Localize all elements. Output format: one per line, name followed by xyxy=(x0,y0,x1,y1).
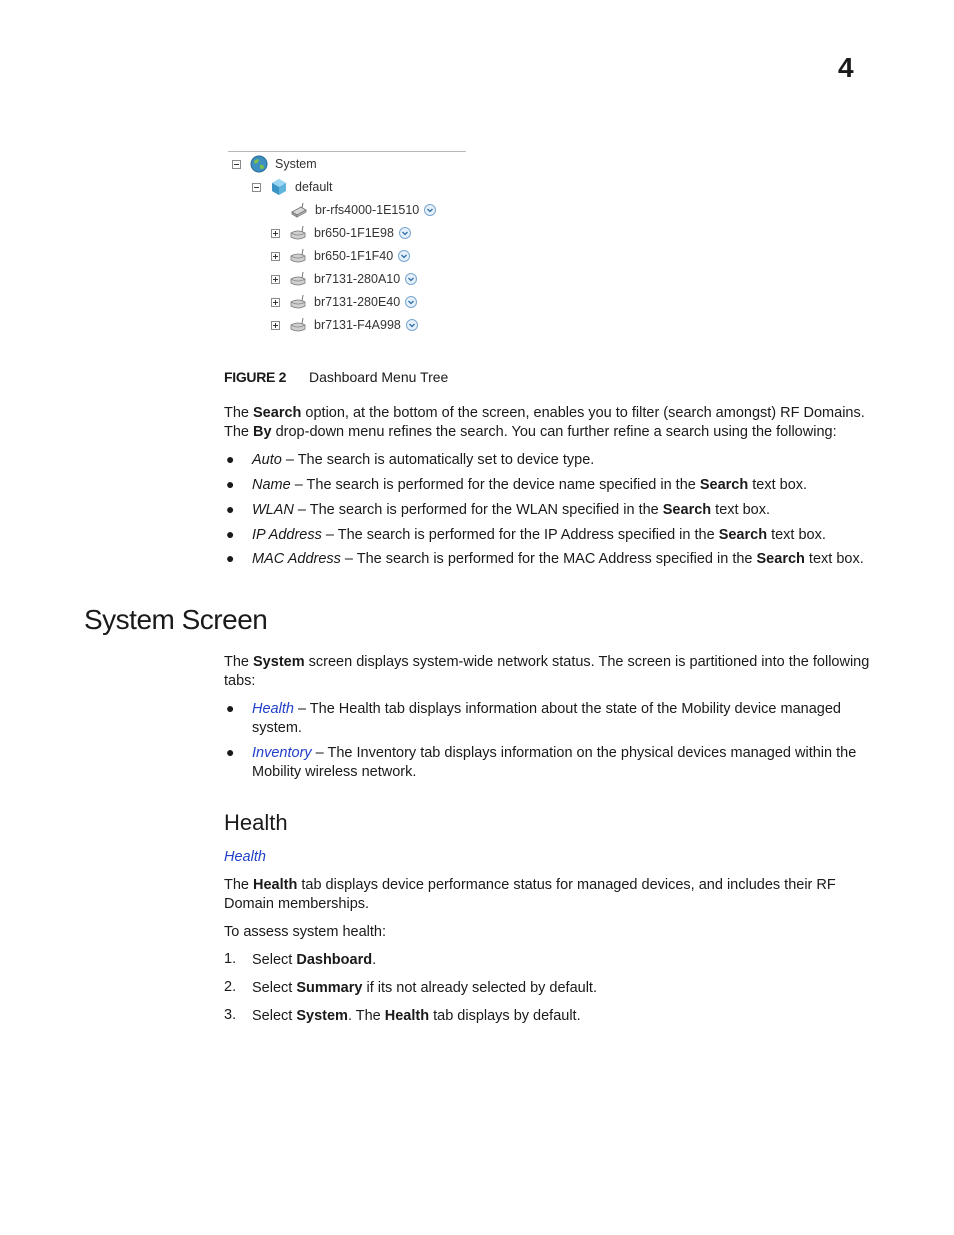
tree-node-label: br7131-280A10 xyxy=(314,272,401,286)
access-point-icon xyxy=(289,224,307,242)
collapse-icon[interactable] xyxy=(232,160,241,169)
subsection-heading-health: Health xyxy=(224,810,288,835)
dashboard-menu-tree xyxy=(228,151,466,342)
step-number: 1. xyxy=(224,951,237,967)
tree-node-device[interactable] xyxy=(271,223,411,243)
bullet-inventory: Inventory – The Inventory tab displays information on the physical devices managed within the Mobility wireless network. xyxy=(252,745,857,780)
figure-title: Dashboard Menu Tree xyxy=(309,369,449,385)
figure-number: FIGURE 2 xyxy=(224,369,287,385)
figure-caption xyxy=(224,369,449,385)
chevron-down-icon[interactable] xyxy=(424,204,436,216)
tree-node-label: br650-1F1E98 xyxy=(314,226,394,240)
step-3: Select System. The Health tab displays by default. xyxy=(252,1008,581,1024)
system-paragraph: The System screen displays system-wide network status. The screen is partitioned into the following tabs: xyxy=(224,654,870,689)
access-point-icon xyxy=(289,293,307,311)
bullet-ip-address: IP Address – The search is performed for the IP Address specified in the Search text box. xyxy=(252,527,826,543)
bullet-auto: Auto – The search is automatically set to device type. xyxy=(252,452,595,468)
chevron-down-icon[interactable] xyxy=(406,319,418,331)
section-heading-system-screen: System Screen xyxy=(84,604,268,635)
bullet-wlan: WLAN – The search is performed for the WLAN specified in the Search text box. xyxy=(252,502,770,518)
assess-paragraph: To assess system health: xyxy=(224,924,386,940)
step-number: 3. xyxy=(224,1007,237,1023)
chevron-down-icon[interactable] xyxy=(398,250,410,262)
bullet-icon: ● xyxy=(226,550,235,566)
inventory-link[interactable]: Inventory xyxy=(252,745,312,761)
tree-node-device[interactable] xyxy=(271,269,417,289)
chevron-down-icon[interactable] xyxy=(405,273,417,285)
expand-icon[interactable] xyxy=(271,298,280,307)
expand-icon[interactable] xyxy=(271,321,280,330)
rf-domain-cube-icon xyxy=(270,178,288,196)
tree-node-label: br650-1F1F40 xyxy=(314,249,394,263)
bullet-icon: ● xyxy=(226,700,235,716)
tree-node-default[interactable] xyxy=(252,177,333,197)
chevron-down-icon[interactable] xyxy=(399,227,411,239)
collapse-icon[interactable] xyxy=(252,183,261,192)
health-paragraph: The Health tab displays device performance status for managed devices, and includes their RF Domain memberships. xyxy=(224,877,836,912)
health-link[interactable]: Health xyxy=(252,701,294,717)
tree-node-label: br7131-F4A998 xyxy=(314,318,401,332)
tree-node-label: br-rfs4000-1E1510 xyxy=(315,203,420,217)
tree-node-device[interactable] xyxy=(271,292,417,312)
tree-node-label: br7131-280E40 xyxy=(314,295,401,309)
bullet-name: Name – The search is performed for the device name specified in the Search text box. xyxy=(252,477,808,493)
bullet-health: Health – The Health tab displays information about the state of the Mobility device managed system. xyxy=(252,701,841,736)
tree-node-device[interactable] xyxy=(271,246,410,266)
bullet-icon: ● xyxy=(226,501,235,517)
access-point-icon xyxy=(289,316,307,334)
bullet-icon: ● xyxy=(226,744,235,760)
search-paragraph: The Search option, at the bottom of the screen, enables you to filter (search amongst) RF Domains. The By drop-down menu refines the search. You can further refine a search using the following: xyxy=(224,405,865,440)
controller-device-icon xyxy=(290,201,308,219)
tree-node-device[interactable] xyxy=(271,200,436,220)
tree-node-label: System xyxy=(275,157,317,171)
chevron-down-icon[interactable] xyxy=(405,296,417,308)
expand-icon[interactable] xyxy=(271,275,280,284)
expand-icon[interactable] xyxy=(271,229,280,238)
step-1: Select Dashboard. xyxy=(252,952,377,968)
bullet-mac-address: MAC Address – The search is performed for the MAC Address specified in the Search text box. xyxy=(252,551,864,567)
step-2: Select Summary if its not already selected by default. xyxy=(252,980,597,996)
globe-icon xyxy=(250,155,268,173)
bullet-icon: ● xyxy=(226,451,235,467)
access-point-icon xyxy=(289,270,307,288)
tree-node-label: default xyxy=(295,180,333,194)
tree-node-device[interactable] xyxy=(271,315,418,335)
step-number: 2. xyxy=(224,979,237,995)
bullet-icon: ● xyxy=(226,476,235,492)
access-point-icon xyxy=(289,247,307,265)
bullet-icon: ● xyxy=(226,526,235,542)
health-anchor-link[interactable]: Health xyxy=(224,849,266,865)
chapter-number: 4 xyxy=(838,52,854,83)
tree-node-system[interactable] xyxy=(232,154,317,174)
expand-icon[interactable] xyxy=(271,252,280,261)
